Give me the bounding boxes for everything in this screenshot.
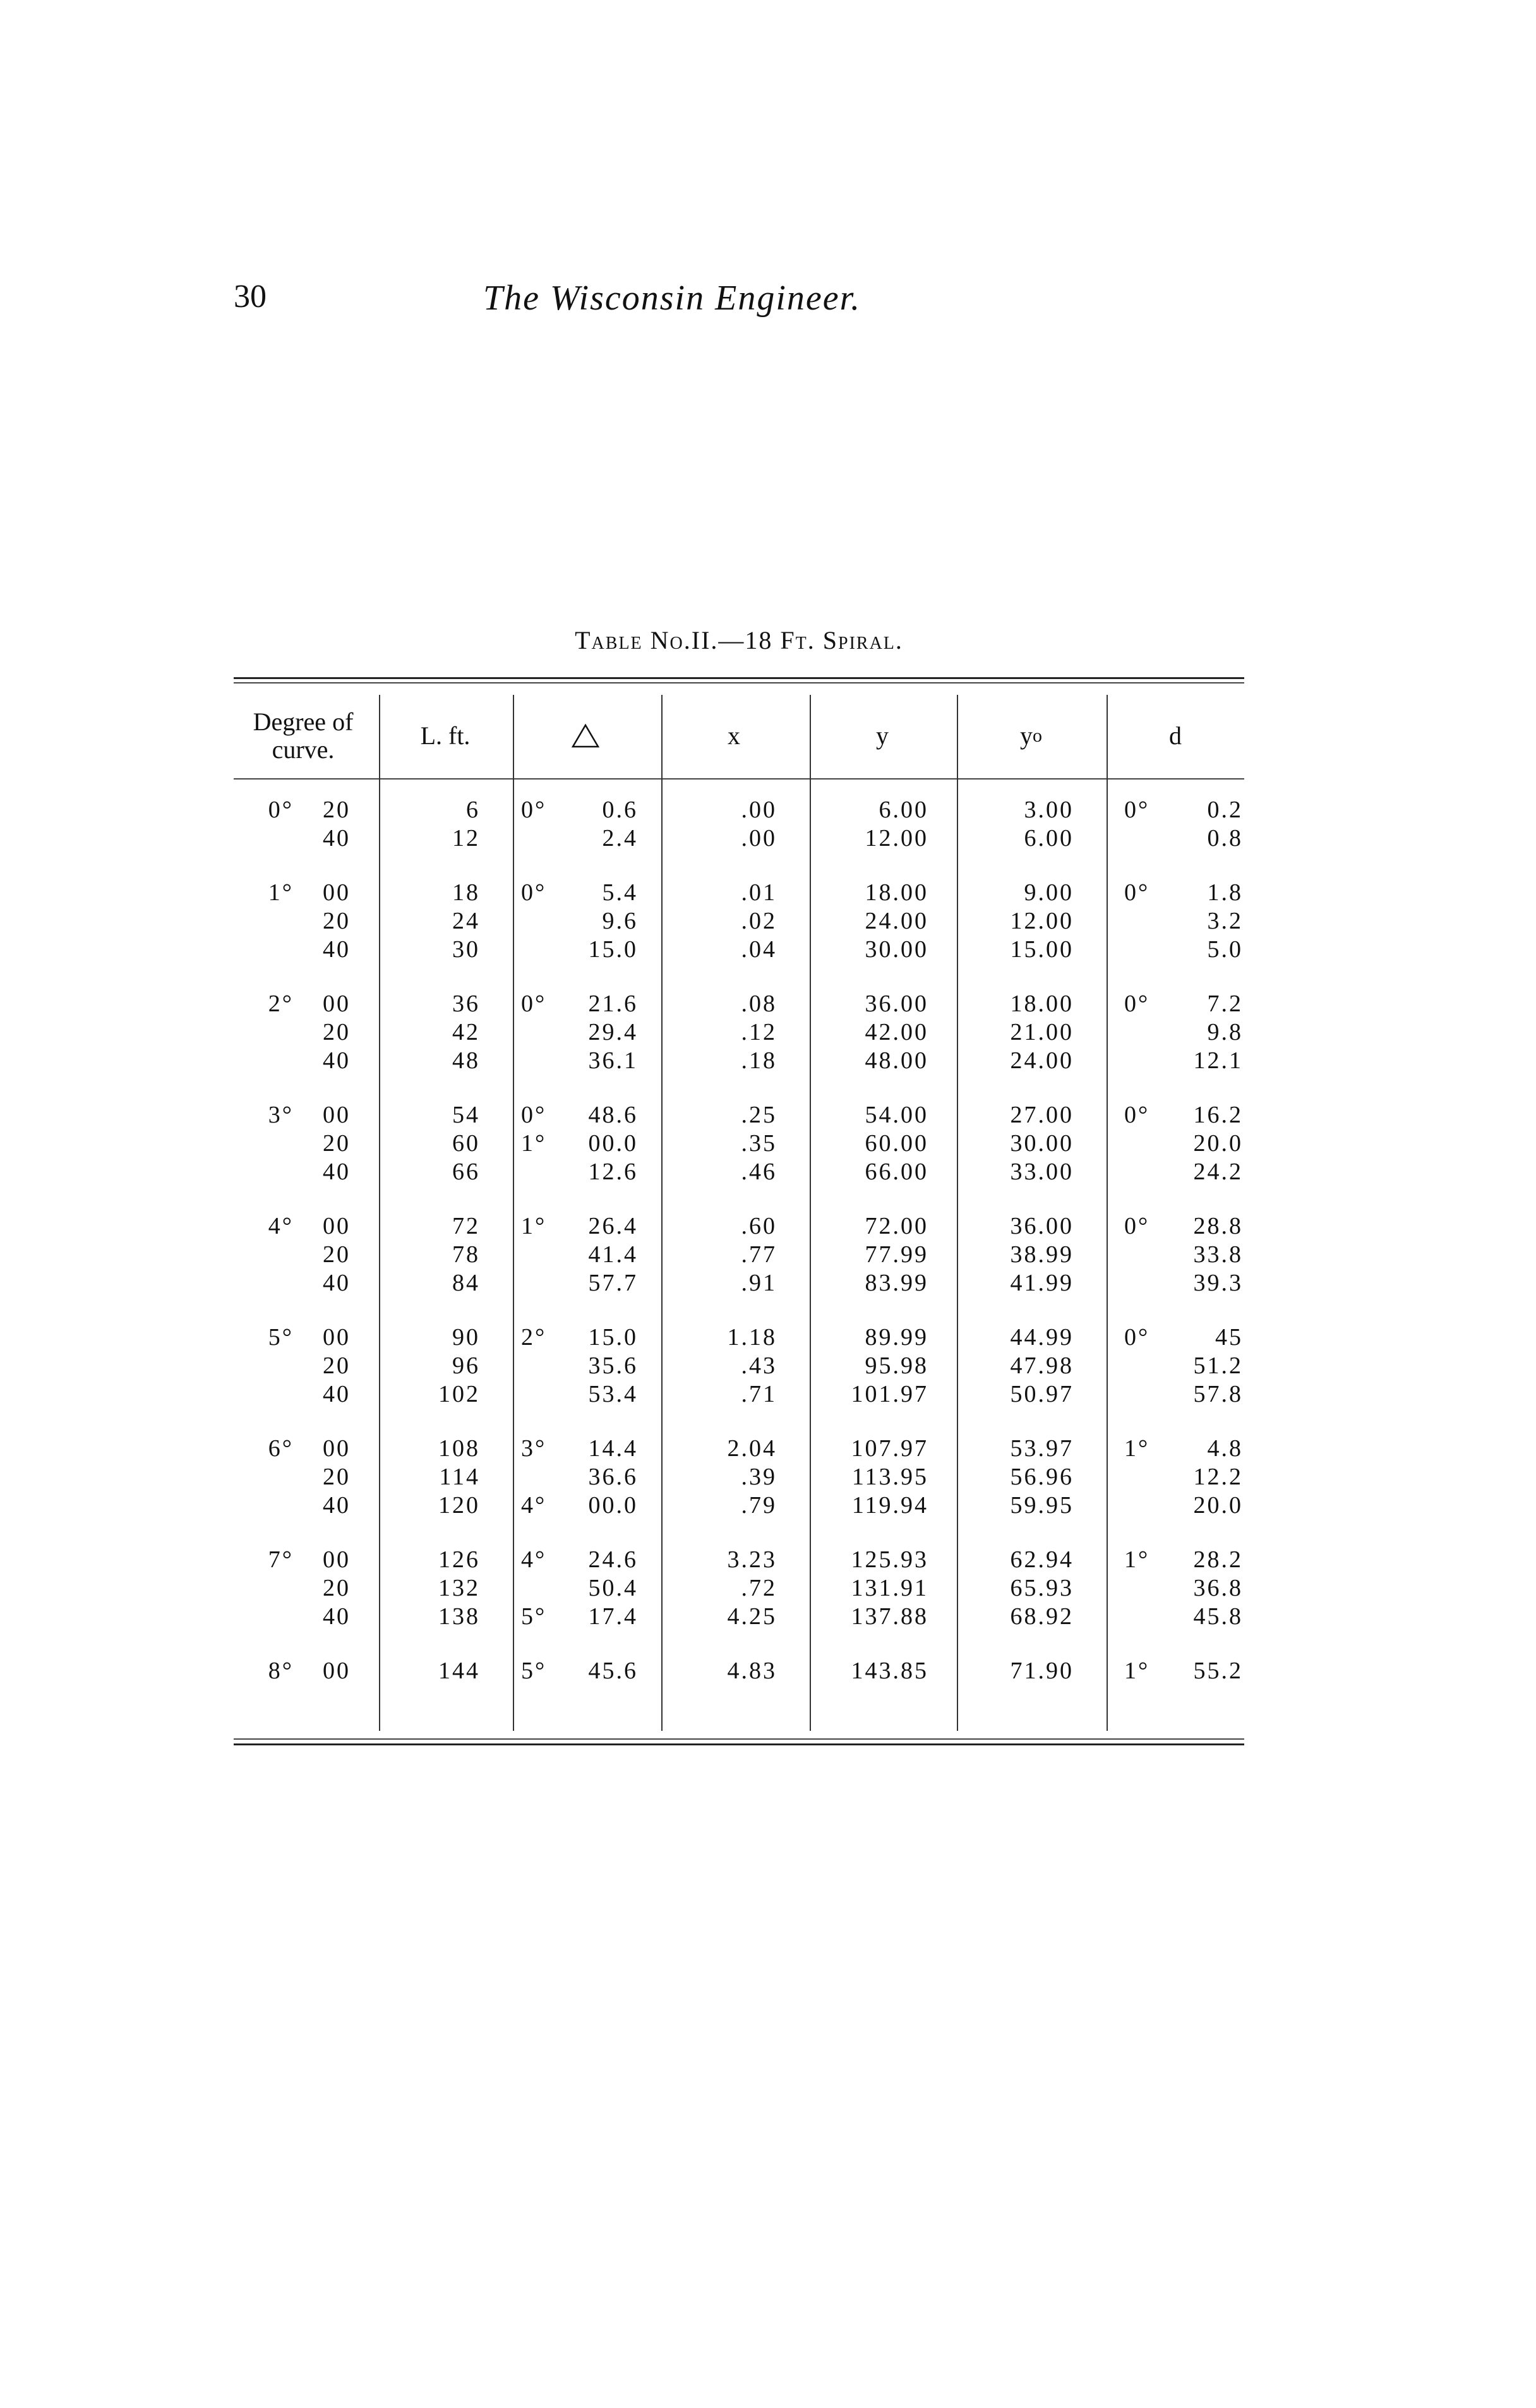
table-row — [234, 1129, 1244, 1158]
cell-d-value: 20.0 — [1193, 1492, 1243, 1519]
cell-y: 24.00 — [865, 908, 928, 934]
table-title-text: Table No.II.—18 Ft. Spiral. — [575, 626, 903, 654]
cell-delta-degree: 4° — [521, 1492, 547, 1519]
cell-y: 36.00 — [865, 990, 928, 1017]
cell-x: .43 — [741, 1352, 777, 1379]
cell-yo: 3.00 — [1024, 797, 1074, 823]
running-title: The Wisconsin Engineer. — [483, 279, 861, 318]
cell-delta-value: 00.0 — [588, 1130, 638, 1157]
cell-minutes: 20 — [323, 1019, 351, 1045]
col-header-d-label: d — [1169, 721, 1182, 750]
cell-y: 131.91 — [851, 1575, 928, 1601]
cell-d-value: 1.8 — [1207, 879, 1243, 906]
cell-delta-value: 14.4 — [588, 1435, 638, 1462]
cell-yo: 15.00 — [1010, 936, 1074, 963]
cell-d-degree: 0° — [1124, 1102, 1150, 1128]
table-row — [234, 907, 1244, 936]
col-header-x-label: x — [728, 721, 740, 750]
cell-y: 12.00 — [865, 825, 928, 852]
table-row — [234, 1158, 1244, 1186]
col-header-length — [379, 695, 512, 777]
cell-degree: 5° — [268, 1324, 294, 1351]
cell-delta-value: 35.6 — [588, 1352, 638, 1379]
cell-minutes: 40 — [323, 1381, 351, 1407]
row-group — [234, 1212, 1244, 1297]
cell-minutes: 40 — [323, 1159, 351, 1185]
cell-d-degree: 1° — [1124, 1546, 1150, 1573]
table-row — [234, 796, 1244, 824]
col-header-yo-sub: o — [1033, 725, 1042, 746]
cell-yo: 21.00 — [1010, 1019, 1074, 1045]
cell-minutes: 40 — [323, 1492, 351, 1519]
cell-length: 42 — [452, 1019, 480, 1045]
table-row — [234, 1269, 1244, 1297]
cell-minutes: 00 — [323, 1324, 351, 1351]
cell-delta-value: 12.6 — [588, 1159, 638, 1185]
col-header-degree-label: Degree of curve. — [253, 707, 354, 764]
cell-yo: 27.00 — [1010, 1102, 1074, 1128]
cell-yo: 33.00 — [1010, 1159, 1074, 1185]
cell-y: 66.00 — [865, 1159, 928, 1185]
cell-d-value: 0.2 — [1207, 797, 1243, 823]
col-header-yo — [957, 695, 1105, 777]
table-row — [234, 1603, 1244, 1631]
cell-length: 30 — [452, 936, 480, 963]
cell-delta-degree: 1° — [521, 1130, 547, 1157]
cell-delta-value: 17.4 — [588, 1603, 638, 1630]
row-group — [234, 1657, 1244, 1685]
cell-yo: 44.99 — [1010, 1324, 1074, 1351]
cell-length: 60 — [452, 1130, 480, 1157]
cell-x: .02 — [741, 908, 777, 934]
table-row — [234, 1241, 1244, 1269]
cell-delta-value: 36.1 — [588, 1047, 638, 1074]
cell-delta-value: 5.4 — [602, 879, 638, 906]
cell-y: 54.00 — [865, 1102, 928, 1128]
table-row — [234, 1491, 1244, 1520]
cell-y: 72.00 — [865, 1213, 928, 1239]
table-row — [234, 1546, 1244, 1574]
table-row — [234, 1463, 1244, 1491]
cell-yo: 53.97 — [1010, 1435, 1074, 1462]
top-rule-inner — [234, 682, 1244, 683]
cell-delta-value: 15.0 — [588, 936, 638, 963]
cell-length: 132 — [438, 1575, 480, 1601]
col-header-x — [661, 695, 807, 777]
cell-x: .12 — [741, 1019, 777, 1045]
col-header-y-label: y — [876, 721, 889, 750]
cell-yo: 36.00 — [1010, 1213, 1074, 1239]
cell-length: 96 — [452, 1352, 480, 1379]
cell-length: 126 — [438, 1546, 480, 1573]
cell-degree: 0° — [268, 797, 294, 823]
cell-degree: 8° — [268, 1658, 294, 1684]
cell-yo: 38.99 — [1010, 1241, 1074, 1268]
cell-yo: 59.95 — [1010, 1492, 1074, 1519]
cell-length: 84 — [452, 1270, 480, 1296]
cell-delta-degree: 0° — [521, 797, 547, 823]
cell-minutes: 00 — [323, 1435, 351, 1462]
cell-d-degree: 0° — [1124, 879, 1150, 906]
cell-length: 120 — [438, 1492, 480, 1519]
cell-x: .18 — [741, 1047, 777, 1074]
cell-minutes: 40 — [323, 936, 351, 963]
table-body — [234, 796, 1244, 1711]
cell-y: 107.97 — [851, 1435, 928, 1462]
cell-length: 48 — [452, 1047, 480, 1074]
cell-minutes: 20 — [323, 908, 351, 934]
cell-y: 60.00 — [865, 1130, 928, 1157]
table-title — [234, 625, 1244, 655]
cell-d-degree: 0° — [1124, 1213, 1150, 1239]
cell-delta-value: 48.6 — [588, 1102, 638, 1128]
cell-d-value: 4.8 — [1207, 1435, 1243, 1462]
table-row — [234, 879, 1244, 907]
cell-delta-value: 24.6 — [588, 1546, 638, 1573]
cell-d-degree: 0° — [1124, 797, 1150, 823]
cell-length: 90 — [452, 1324, 480, 1351]
table-row — [234, 1212, 1244, 1241]
cell-x: 2.04 — [727, 1435, 777, 1462]
cell-length: 108 — [438, 1435, 480, 1462]
cell-minutes: 40 — [323, 825, 351, 852]
cell-x: 1.18 — [727, 1324, 777, 1351]
cell-delta-degree: 0° — [521, 1102, 547, 1128]
cell-d-value: 16.2 — [1193, 1102, 1243, 1128]
cell-minutes: 00 — [323, 1546, 351, 1573]
cell-d-value: 24.2 — [1193, 1159, 1243, 1185]
cell-delta-value: 21.6 — [588, 990, 638, 1017]
row-group — [234, 990, 1244, 1075]
cell-degree: 7° — [268, 1546, 294, 1573]
cell-d-value: 55.2 — [1193, 1658, 1243, 1684]
cell-minutes: 00 — [323, 879, 351, 906]
table-row — [234, 824, 1244, 853]
cell-length: 78 — [452, 1241, 480, 1268]
cell-delta-value: 0.6 — [602, 797, 638, 823]
cell-yo: 71.90 — [1010, 1658, 1074, 1684]
cell-d-value: 36.8 — [1193, 1575, 1243, 1601]
row-group — [234, 879, 1244, 964]
col-header-yo-label: y — [1020, 721, 1033, 750]
cell-x: .46 — [741, 1159, 777, 1185]
cell-d-value: 7.2 — [1207, 990, 1243, 1017]
table-row — [234, 1018, 1244, 1047]
delta-icon — [571, 723, 600, 749]
cell-yo: 62.94 — [1010, 1546, 1074, 1573]
cell-minutes: 40 — [323, 1047, 351, 1074]
cell-d-value: 5.0 — [1207, 936, 1243, 963]
cell-minutes: 20 — [323, 1352, 351, 1379]
cell-yo: 24.00 — [1010, 1047, 1074, 1074]
cell-degree: 3° — [268, 1102, 294, 1128]
cell-length: 6 — [466, 797, 480, 823]
cell-x: .91 — [741, 1270, 777, 1296]
cell-y: 77.99 — [865, 1241, 928, 1268]
cell-d-degree: 0° — [1124, 990, 1150, 1017]
cell-d-value: 28.2 — [1193, 1546, 1243, 1573]
cell-minutes: 40 — [323, 1270, 351, 1296]
cell-degree: 2° — [268, 990, 294, 1017]
cell-y: 113.95 — [851, 1464, 928, 1490]
cell-delta-value: 50.4 — [588, 1575, 638, 1601]
cell-delta-value: 53.4 — [588, 1381, 638, 1407]
table-row — [234, 1047, 1244, 1075]
cell-y: 143.85 — [851, 1658, 928, 1684]
cell-delta-value: 45.6 — [588, 1658, 638, 1684]
cell-d-value: 0.8 — [1207, 825, 1243, 852]
row-group — [234, 1323, 1244, 1409]
cell-d-value: 12.2 — [1193, 1464, 1243, 1490]
cell-x: .01 — [741, 879, 777, 906]
cell-y: 42.00 — [865, 1019, 928, 1045]
cell-d-value: 20.0 — [1193, 1130, 1243, 1157]
cell-x: 3.23 — [727, 1546, 777, 1573]
cell-minutes: 20 — [323, 797, 351, 823]
table-row — [234, 1574, 1244, 1603]
cell-yo: 56.96 — [1010, 1464, 1074, 1490]
cell-delta-value: 9.6 — [602, 908, 638, 934]
cell-delta-value: 29.4 — [588, 1019, 638, 1045]
table-row — [234, 990, 1244, 1018]
page-number: 30 — [234, 279, 267, 315]
cell-x: .39 — [741, 1464, 777, 1490]
bottom-rule — [234, 1743, 1244, 1745]
row-group — [234, 1546, 1244, 1631]
cell-delta-degree: 5° — [521, 1658, 547, 1684]
cell-d-value: 9.8 — [1207, 1019, 1243, 1045]
cell-degree: 4° — [268, 1213, 294, 1239]
cell-minutes: 20 — [323, 1575, 351, 1601]
cell-x: .04 — [741, 936, 777, 963]
col-header-y — [810, 695, 955, 777]
col-header-delta — [513, 695, 658, 777]
cell-length: 12 — [452, 825, 480, 852]
cell-length: 144 — [438, 1658, 480, 1684]
cell-yo: 18.00 — [1010, 990, 1074, 1017]
cell-minutes: 00 — [323, 1102, 351, 1128]
table-row — [234, 1101, 1244, 1129]
cell-yo: 6.00 — [1024, 825, 1074, 852]
cell-y: 18.00 — [865, 879, 928, 906]
cell-x: 4.83 — [727, 1658, 777, 1684]
cell-yo: 30.00 — [1010, 1130, 1074, 1157]
col-header-d — [1107, 695, 1244, 777]
cell-delta-value: 00.0 — [588, 1492, 638, 1519]
cell-y: 6.00 — [879, 797, 928, 823]
table-row — [234, 1352, 1244, 1380]
cell-y: 30.00 — [865, 936, 928, 963]
cell-delta-value: 41.4 — [588, 1241, 638, 1268]
cell-yo: 50.97 — [1010, 1381, 1074, 1407]
cell-x: .00 — [741, 797, 777, 823]
cell-x: 4.25 — [727, 1603, 777, 1630]
col-header-degree — [234, 695, 373, 777]
cell-delta-degree: 5° — [521, 1603, 547, 1630]
cell-y: 48.00 — [865, 1047, 928, 1074]
cell-delta-degree: 0° — [521, 879, 547, 906]
cell-length: 18 — [452, 879, 480, 906]
cell-y: 83.99 — [865, 1270, 928, 1296]
cell-length: 138 — [438, 1603, 480, 1630]
cell-minutes: 00 — [323, 1213, 351, 1239]
cell-degree: 6° — [268, 1435, 294, 1462]
cell-x: .35 — [741, 1130, 777, 1157]
cell-minutes: 00 — [323, 990, 351, 1017]
table-row — [234, 1380, 1244, 1409]
cell-d-degree: 0° — [1124, 1324, 1150, 1351]
cell-y: 137.88 — [851, 1603, 928, 1630]
cell-d-value: 28.8 — [1193, 1213, 1243, 1239]
table-row — [234, 1323, 1244, 1352]
cell-d-value: 45.8 — [1193, 1603, 1243, 1630]
cell-minutes: 00 — [323, 1658, 351, 1684]
cell-d-value: 33.8 — [1193, 1241, 1243, 1268]
cell-length: 114 — [439, 1464, 480, 1490]
cell-yo: 65.93 — [1010, 1575, 1074, 1601]
cell-yo: 47.98 — [1010, 1352, 1074, 1379]
cell-x: .25 — [741, 1102, 777, 1128]
header-rule — [234, 778, 1244, 780]
cell-x: .60 — [741, 1213, 777, 1239]
table-row — [234, 1657, 1244, 1685]
cell-y: 101.97 — [851, 1381, 928, 1407]
cell-length: 66 — [452, 1159, 480, 1185]
cell-length: 72 — [452, 1213, 480, 1239]
cell-yo: 41.99 — [1010, 1270, 1074, 1296]
cell-d-value: 45 — [1215, 1324, 1243, 1351]
cell-delta-degree: 4° — [521, 1546, 547, 1573]
cell-d-degree: 1° — [1124, 1658, 1150, 1684]
cell-minutes: 20 — [323, 1130, 351, 1157]
cell-d-value: 39.3 — [1193, 1270, 1243, 1296]
cell-length: 102 — [438, 1381, 480, 1407]
row-group — [234, 1101, 1244, 1186]
cell-delta-value: 26.4 — [588, 1213, 638, 1239]
col-header-length-label: L. ft. — [420, 721, 471, 750]
cell-delta-value: 36.6 — [588, 1464, 638, 1490]
cell-d-value: 57.8 — [1193, 1381, 1243, 1407]
cell-yo: 9.00 — [1024, 879, 1074, 906]
cell-x: .71 — [741, 1381, 777, 1407]
cell-x: .00 — [741, 825, 777, 852]
cell-delta-value: 57.7 — [588, 1270, 638, 1296]
cell-length: 24 — [452, 908, 480, 934]
cell-x: .72 — [741, 1575, 777, 1601]
cell-delta-degree: 2° — [521, 1324, 547, 1351]
cell-length: 36 — [452, 990, 480, 1017]
cell-yo: 68.92 — [1010, 1603, 1074, 1630]
cell-minutes: 40 — [323, 1603, 351, 1630]
cell-degree: 1° — [268, 879, 294, 906]
page-header — [234, 278, 966, 328]
cell-y: 125.93 — [851, 1546, 928, 1573]
cell-x: .08 — [741, 990, 777, 1017]
cell-delta-value: 15.0 — [588, 1324, 638, 1351]
cell-delta-value: 2.4 — [602, 825, 638, 852]
top-rule — [234, 677, 1244, 679]
cell-d-degree: 1° — [1124, 1435, 1150, 1462]
cell-minutes: 20 — [323, 1241, 351, 1268]
cell-d-value: 3.2 — [1207, 908, 1243, 934]
cell-yo: 12.00 — [1010, 908, 1074, 934]
bottom-rule-inner — [234, 1738, 1244, 1740]
cell-d-value: 12.1 — [1193, 1047, 1243, 1074]
table-row — [234, 936, 1244, 964]
cell-length: 54 — [452, 1102, 480, 1128]
table-row — [234, 1435, 1244, 1463]
cell-y: 89.99 — [865, 1324, 928, 1351]
cell-d-value: 51.2 — [1193, 1352, 1243, 1379]
cell-x: .77 — [741, 1241, 777, 1268]
cell-x: .79 — [741, 1492, 777, 1519]
cell-delta-degree: 0° — [521, 990, 547, 1017]
cell-delta-degree: 1° — [521, 1213, 547, 1239]
row-group — [234, 796, 1244, 853]
cell-delta-degree: 3° — [521, 1435, 547, 1462]
row-group — [234, 1435, 1244, 1520]
cell-minutes: 20 — [323, 1464, 351, 1490]
cell-y: 95.98 — [865, 1352, 928, 1379]
cell-y: 119.94 — [851, 1492, 928, 1519]
